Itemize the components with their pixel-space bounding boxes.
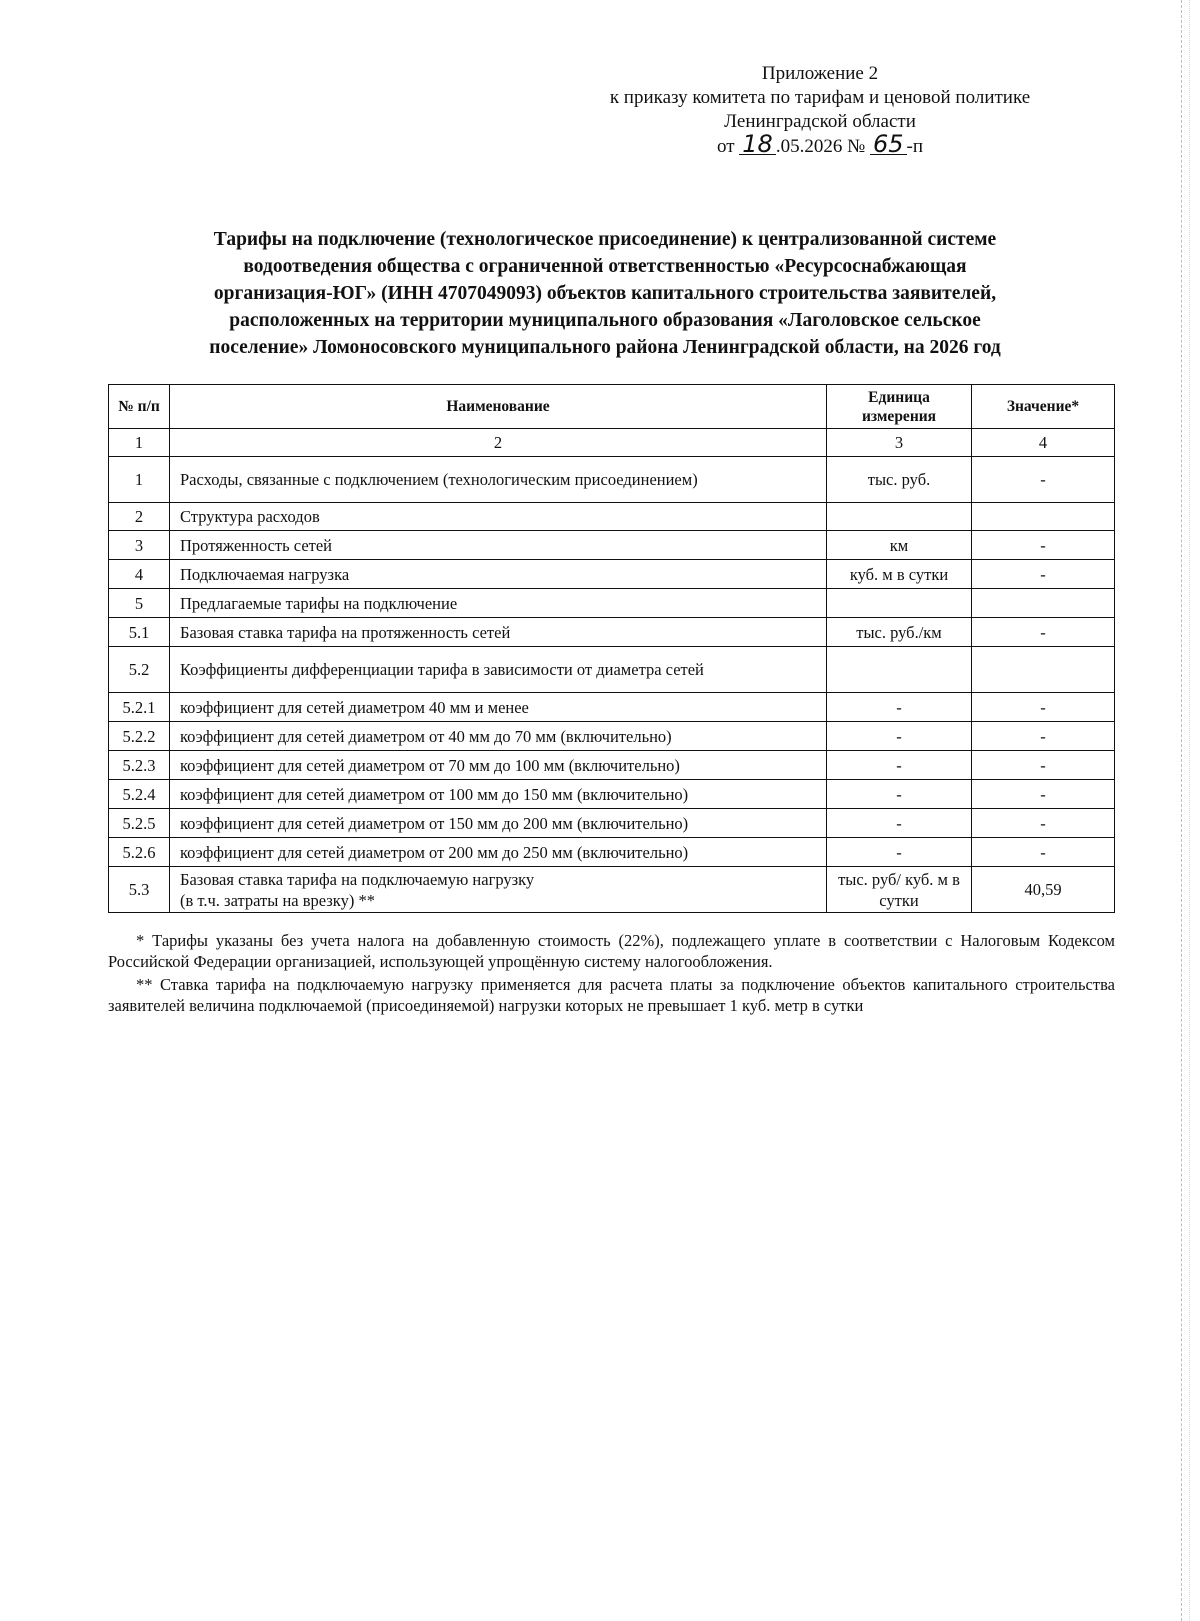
appendix-header — [540, 62, 1100, 159]
footnotes — [108, 930, 1115, 1018]
row-unit: тыс. руб./км — [827, 618, 972, 647]
date-rest: .05.2026 № — [775, 136, 866, 157]
row-name: Подключаемая нагрузка — [170, 560, 827, 589]
index-cell: 1 — [109, 429, 170, 457]
row-name: Структура расходов — [170, 503, 827, 531]
row-value: - — [972, 809, 1115, 838]
table-row — [109, 503, 1115, 531]
row-value — [972, 503, 1115, 531]
row-name: коэффициент для сетей диаметром 40 мм и менее — [170, 693, 827, 722]
row-value: - — [972, 838, 1115, 867]
row-unit — [827, 503, 972, 531]
row-name-line: (в т.ч. затраты на врезку) ** — [180, 890, 375, 910]
scan-edge-line-secondary — [1189, 0, 1190, 1621]
index-cell: 4 — [972, 429, 1115, 457]
scan-edge-line — [1181, 0, 1182, 1621]
header-value: Значение* — [972, 385, 1115, 429]
document-title — [108, 226, 1102, 361]
index-cell: 3 — [827, 429, 972, 457]
title-line: расположенных на территории муниципального образования «Лаголовское сельское — [229, 310, 981, 331]
row-name — [170, 867, 827, 913]
table-row — [109, 780, 1115, 809]
row-num: 2 — [109, 503, 170, 531]
title-line: Тарифы на подключение (технологическое присоединение) к централизованной системе — [213, 229, 997, 250]
order-number-handwritten: 65 — [870, 134, 907, 155]
table-row — [109, 457, 1115, 503]
row-num: 5.2.2 — [109, 722, 170, 751]
table-row — [109, 560, 1115, 589]
row-value: - — [972, 780, 1115, 809]
row-unit: - — [827, 693, 972, 722]
date-day-handwritten: 18 — [739, 134, 776, 155]
title-line: водоотведения общества с ограниченной ответственностью «Ресурсоснабжающая — [243, 256, 967, 277]
row-num: 5.2.1 — [109, 693, 170, 722]
row-name: коэффициент для сетей диаметром от 200 мм до 250 мм (включительно) — [170, 838, 827, 867]
row-name: Расходы, связанные с подключением (технологическим присоединением) — [170, 457, 827, 503]
row-value: - — [972, 618, 1115, 647]
table-header-row — [109, 385, 1115, 429]
row-name: коэффициент для сетей диаметром от 150 мм до 200 мм (включительно) — [170, 809, 827, 838]
row-value — [972, 647, 1115, 693]
row-name: коэффициент для сетей диаметром от 70 мм до 100 мм (включительно) — [170, 751, 827, 780]
appendix-region: Ленинградской области — [724, 111, 916, 132]
footnote-vat: * Тарифы указаны без учета налога на добавленную стоимость (22%), подлежащего уплате в соответствии с Налоговым Кодексом Российской Федерации организацией, использующей упрощённую систему налогообложения. — [108, 931, 1115, 971]
row-unit: куб. м в сутки — [827, 560, 972, 589]
row-unit: тыс. руб/ куб. м в сутки — [827, 867, 972, 913]
table-row — [109, 838, 1115, 867]
row-num: 1 — [109, 457, 170, 503]
row-value: - — [972, 722, 1115, 751]
appendix-date-line — [540, 130, 1100, 159]
table-row — [109, 531, 1115, 560]
row-name: Коэффициенты дифференциации тарифа в зависимости от диаметра сетей — [170, 647, 827, 693]
row-value: - — [972, 693, 1115, 722]
table-index-row — [109, 429, 1115, 457]
row-name: Базовая ставка тарифа на протяженность сетей — [170, 618, 827, 647]
row-num: 5.3 — [109, 867, 170, 913]
row-num: 5.2 — [109, 647, 170, 693]
row-name: Протяженность сетей — [170, 531, 827, 560]
row-num: 3 — [109, 531, 170, 560]
table-row — [109, 867, 1115, 913]
footnote-load-rate: ** Ставка тарифа на подключаемую нагрузку применяется для расчета платы за подключение объектов капитального строительства заявителей величина подключаемой (присоединяемой) нагрузки которых не превышает 1 куб. метр в сутки — [108, 975, 1115, 1015]
title-line: организация-ЮГ» (ИНН 4707049093) объектов капитального строительства заявителей, — [213, 283, 997, 304]
table-row — [109, 693, 1115, 722]
row-unit: - — [827, 751, 972, 780]
row-value: - — [972, 457, 1115, 503]
table-row — [109, 809, 1115, 838]
row-unit: - — [827, 722, 972, 751]
title-line: поселение» Ломоносовского муниципального района Ленинградской области, на 2026 год — [209, 337, 1001, 358]
row-unit: км — [827, 531, 972, 560]
row-unit: тыс. руб. — [827, 457, 972, 503]
row-value: - — [972, 751, 1115, 780]
order-number-suffix: -п — [906, 136, 924, 157]
row-unit: - — [827, 809, 972, 838]
tariff-table — [108, 384, 1115, 913]
row-value: - — [972, 560, 1115, 589]
row-value — [972, 589, 1115, 618]
row-unit — [827, 647, 972, 693]
date-prefix: от — [716, 136, 735, 157]
row-name: коэффициент для сетей диаметром от 40 мм до 70 мм (включительно) — [170, 722, 827, 751]
row-unit: - — [827, 780, 972, 809]
row-value: - — [972, 531, 1115, 560]
row-num: 5 — [109, 589, 170, 618]
row-num: 5.2.3 — [109, 751, 170, 780]
row-num: 4 — [109, 560, 170, 589]
table-row — [109, 647, 1115, 693]
header-num: № п/п — [109, 385, 170, 429]
index-cell: 2 — [170, 429, 827, 457]
row-value: 40,59 — [972, 867, 1115, 913]
row-unit: - — [827, 838, 972, 867]
table-row — [109, 751, 1115, 780]
row-name-line: Базовая ставка тарифа на подключаемую нагрузку — [180, 869, 535, 889]
table-row — [109, 722, 1115, 751]
header-unit: Единица измерения — [827, 385, 972, 429]
row-name: Предлагаемые тарифы на подключение — [170, 589, 827, 618]
table-row — [109, 589, 1115, 618]
row-num: 5.2.4 — [109, 780, 170, 809]
header-name: Наименование — [170, 385, 827, 429]
appendix-order-ref: к приказу комитета по тарифам и ценовой политике — [609, 87, 1031, 108]
row-num: 5.2.5 — [109, 809, 170, 838]
row-name: коэффициент для сетей диаметром от 100 мм до 150 мм (включительно) — [170, 780, 827, 809]
row-num: 5.2.6 — [109, 838, 170, 867]
table-row — [109, 618, 1115, 647]
row-num: 5.1 — [109, 618, 170, 647]
row-unit — [827, 589, 972, 618]
appendix-title: Приложение 2 — [761, 63, 879, 84]
